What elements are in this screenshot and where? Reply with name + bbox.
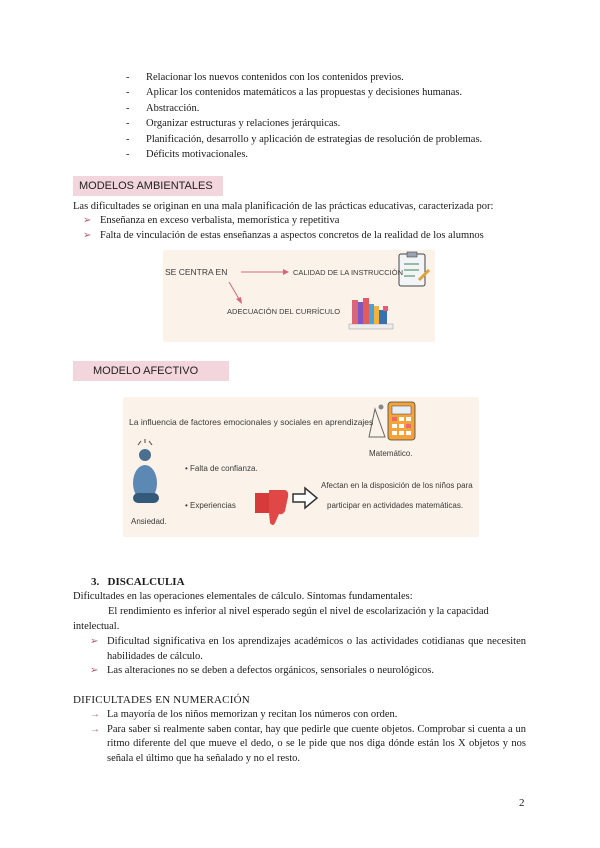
matematico-label: Matemático. xyxy=(369,449,413,458)
ansiedad-label: Ansiedad. xyxy=(131,517,167,526)
calculator-icon xyxy=(369,402,415,440)
afectan-line-1: Afectan en la disposición de los niños para xyxy=(321,481,473,490)
arrow-bullet-icon: ➢ xyxy=(83,215,92,226)
discalculia-list xyxy=(80,635,526,679)
experiencias: • Experiencias xyxy=(185,501,236,510)
discalculia-para-line-1: El rendimiento es inferior al nivel esperado según el nivel de escolarización y la capacidad xyxy=(108,606,489,617)
list-item: ➢ Enseñanza en exceso verbalista, memorística y repetitiva xyxy=(73,214,533,229)
afectivo-image-title: La influencia de factores emocionales y sociales en aprendizajes xyxy=(129,417,374,427)
page-number: 2 xyxy=(519,797,525,809)
list-item: - Planificación, desarrollo y aplicación de estrategias de resolución de problemas. xyxy=(126,133,483,145)
books-icon xyxy=(349,298,393,329)
list-item: - Organizar estructuras y relaciones jerárquicas. xyxy=(126,118,341,130)
falta-confianza: • Falta de confianza. xyxy=(185,464,258,473)
ambientales-list xyxy=(73,214,533,243)
heading-modelo-afectivo: MODELO AFECTIVO xyxy=(73,361,229,381)
numeracion-list xyxy=(80,708,526,766)
centra-label: SE CENTRA EN xyxy=(165,267,228,277)
arrow-bullet-icon: ➢ xyxy=(90,636,99,647)
arrow-bullet-icon: → xyxy=(90,709,100,720)
discalculia-heading: 3. DISCALCULIA xyxy=(91,576,185,588)
list-item: - Abstracción. xyxy=(126,102,200,114)
numeracion-heading: DIFICULTADES EN NUMERACIÓN xyxy=(73,694,250,706)
arrow-bullet-icon: → xyxy=(90,723,100,735)
intro-list xyxy=(126,70,566,162)
arrow-bullet-icon: ➢ xyxy=(83,229,92,241)
list-item: → Para saber si realmente saben contar, hay que pedirle que cuente objetos. Comprobar si cuenta a un ritmo diferente del que mueve el dedo, o se le pide que nos diga dónde están los X objetos y nos señala el último que ha señalado y no el resto. xyxy=(90,723,526,764)
anxious-person-icon xyxy=(133,439,159,503)
adecuacion-label: ADECUACIÓN DEL CURRÍCULO xyxy=(227,307,341,316)
arrow-bullet-icon: ➢ xyxy=(90,665,99,677)
afectivo-diagram xyxy=(123,397,479,537)
list-item: - Déficits motivacionales. xyxy=(126,148,249,160)
heading-modelos-ambientales: MODELOS AMBIENTALES xyxy=(73,176,223,196)
list-item: - Relacionar los nuevos contenidos con los contenidos previos. xyxy=(126,72,404,83)
afectan-line-2: participar en actividades matemáticas. xyxy=(327,501,464,510)
list-item: - Aplicar los contenidos matemáticos a las propuestas y decisiones humanas. xyxy=(126,87,463,99)
list-item: ➢ Dificultad significativa en los aprendizajes académicos o las actividades cotidianas que necesiten habilidades de cálculo. xyxy=(90,636,526,662)
clipboard-icon xyxy=(399,252,429,286)
list-item: → La mayoría de los niños memorizan y recitan los números con orden. xyxy=(80,708,526,723)
thumbs-down-icon xyxy=(255,490,288,525)
discalculia-intro: Dificultades en las operaciones elementales de cálculo. Síntomas fundamentales: xyxy=(73,591,413,602)
list-item: ➢ Las alteraciones no se deben a defectos orgánicos, sensoriales o neurológicos. xyxy=(80,664,526,679)
list-item: ➢ Falta de vinculación de estas enseñanzas a aspectos concretos de la realidad de los alumnos xyxy=(73,229,533,244)
arrow-right-icon xyxy=(293,488,317,508)
discalculia-para-line-2: intelectual. xyxy=(73,621,120,632)
calidad-label: CALIDAD DE LA INSTRUCCIÓN xyxy=(293,268,404,277)
ambientales-diagram xyxy=(163,250,435,342)
ambientales-intro: Las dificultades se originan en una mala planificación de las prácticas educativas, caracterizada por: xyxy=(73,201,494,212)
